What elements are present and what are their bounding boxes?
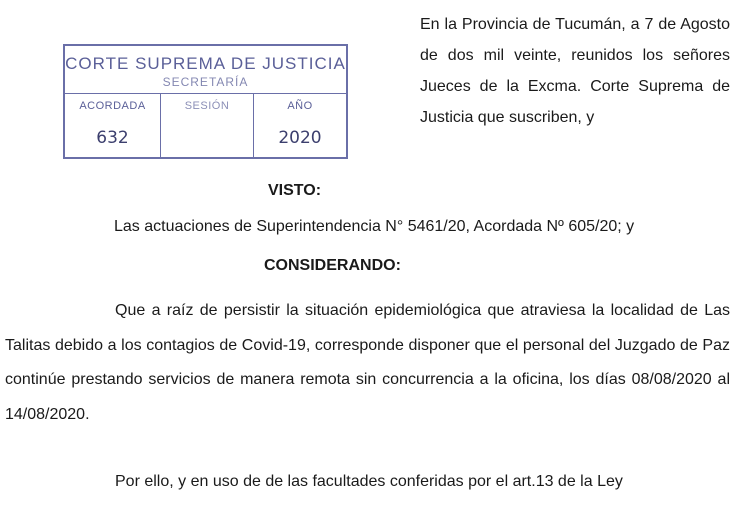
stamp-cell-acordada [65, 94, 161, 157]
stamp-value-anio: 2020 [278, 128, 322, 148]
stamp-grid [65, 93, 346, 157]
stamp-header-anio: AÑO [287, 100, 313, 112]
stamp-header-acordada: ACORDADA [79, 100, 146, 112]
considerando-text: Que a raíz de persistir la situación epidemiológica que atraviesa la localidad de Las Talitas debido a los contagios de Covid-19, corresponde disponer que el personal del Juzgado de Paz continúe prestando servicios de manera remota sin concurrencia a la oficina, los días 08/08/2020 al 14/08/2020. [5, 302, 730, 423]
por-ello-text: Por ello, y en uso de de las facultades conferidas por el art.13 de la Ley [115, 473, 623, 490]
visto-heading: VISTO: [268, 182, 322, 199]
considerando-paragraph [5, 294, 730, 432]
stamp-subtitle: SECRETARÍA [162, 75, 249, 89]
court-stamp [63, 44, 348, 159]
intro-paragraph: En la Provincia de Tucumán, a 7 de Agosto de dos mil veinte, reunidos los señores Jueces de la Excma. Corte Suprema de Justicia que suscriben, y [420, 16, 730, 126]
visto-text: Las actuaciones de Superintendencia N° 5461/20, Acordada Nº 605/20; y [114, 218, 635, 235]
stamp-value-acordada: 632 [96, 128, 129, 148]
considerando-heading: CONSIDERANDO: [264, 257, 401, 274]
stamp-title: CORTE SUPREMA DE JUSTICIA [65, 54, 346, 73]
stamp-header-sesion: SESIÓN [184, 100, 230, 112]
por-ello-paragraph [5, 465, 730, 500]
stamp-cell-sesion [161, 94, 254, 157]
stamp-cell-anio [254, 94, 346, 157]
